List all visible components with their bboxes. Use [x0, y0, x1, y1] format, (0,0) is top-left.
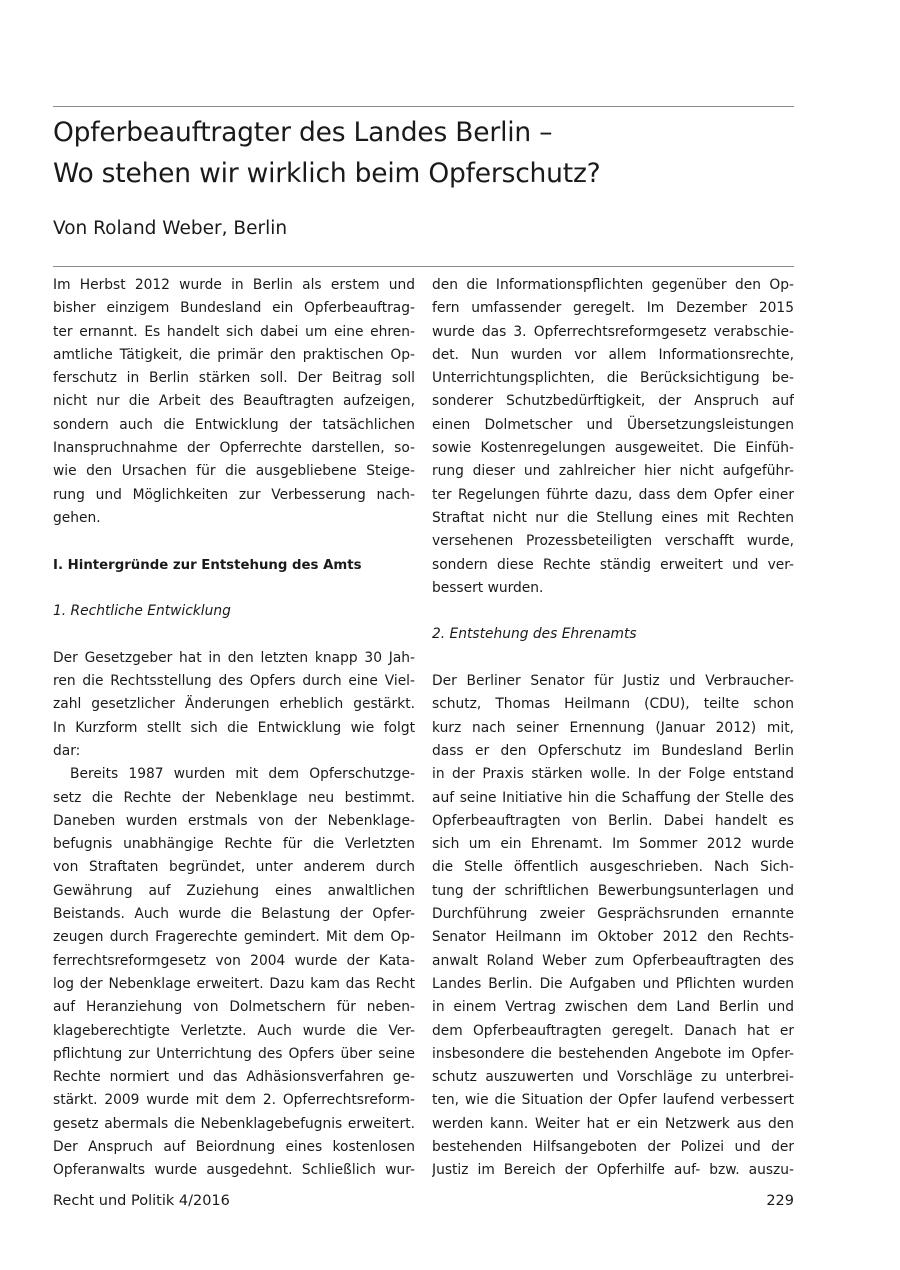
page-number: 229 — [766, 1193, 794, 1209]
text-line: Daneben wurden erstmals von der Nebenklage- — [53, 812, 415, 829]
text-line: det. Nun wurden vor allem Informationsrechte, — [432, 346, 794, 363]
text-line: den die Informationspflichten gegenüber den Op- — [432, 277, 794, 293]
text-line: bisher einzigem Bundesland ein Opferbeauftrag- — [53, 300, 415, 317]
top-rule — [53, 106, 794, 107]
text-line: Der Berliner Senator für Justiz und Verbraucher- — [432, 673, 794, 690]
text-line: in der Praxis stärken wolle. In der Folge entstand — [432, 766, 794, 783]
text-line: ren die Rechtsstellung des Opfers durch eine Viel- — [53, 673, 415, 690]
text-line: werden kann. Weiter hat er ein Netzwerk aus den — [432, 1115, 794, 1132]
text-line: versehenen Prozessbeteiligten verschafft wurde, — [432, 533, 794, 550]
text-line: gehen. — [53, 509, 101, 526]
text-line: zeugen durch Fragerechte gemindert. Mit dem Op- — [53, 929, 415, 946]
text-line: tung der schriftlichen Bewerbungsunterlagen und — [432, 882, 794, 899]
left-column — [53, 274, 415, 1183]
text-line: fern umfassender geregelt. Im Dezember 2015 — [432, 300, 794, 317]
text-line: anwalt Roland Weber zum Opferbeauftragten des — [432, 952, 794, 969]
article-title — [53, 112, 794, 194]
title-line: Opferbeauftragter des Landes Berlin – — [53, 117, 553, 148]
paragraph — [53, 647, 415, 763]
text-line: Durchführung zweier Gesprächsrunden ernannte — [432, 906, 794, 923]
text-line: Senator Heilmann im Oktober 2012 den Rechts- — [432, 929, 794, 946]
text-line: Der Gesetzgeber hat in den letzten knapp 30 Jah- — [53, 649, 415, 666]
text-line: sowie Kostenregelungen ausgeweitet. Die Einfüh- — [432, 440, 794, 457]
text-line: in einem Vertrag zwischen dem Land Berlin und — [432, 999, 794, 1016]
text-line: auf seine Initiative hin die Schaffung der Stelle des — [432, 789, 794, 806]
text-line: zahl gesetzlicher Änderungen erheblich gestärkt. — [53, 696, 415, 713]
text-line: sondern diese Rechte ständig erweitert und ver- — [432, 556, 794, 573]
text-line: nicht nur die Arbeit des Beauftragten aufzeigen, — [53, 393, 415, 410]
journal-footer: Recht und Politik 4/2016 — [53, 1193, 230, 1209]
text-line: Im Herbst 2012 wurde in Berlin als erstem und — [53, 277, 415, 293]
text-line: Gewährung auf Zuziehung eines anwaltlichen — [53, 882, 415, 899]
text-line: ferschutz in Berlin stärken soll. Der Beitrag soll — [53, 370, 415, 387]
text-line: bestehenden Hilfsangeboten der Polizei und der — [432, 1138, 794, 1155]
text-line: Justiz im Bereich der Opferhilfe auf- bzw. auszu- — [432, 1162, 794, 1179]
text-line: dar: — [53, 742, 81, 759]
section-heading: I. Hintergründe zur Entstehung des Amts — [53, 557, 362, 573]
text-line: Opferbeauftragten von Berlin. Dabei handelt es — [432, 812, 794, 829]
text-line: sich um ein Ehrenamt. Im Sommer 2012 wurde — [432, 836, 794, 853]
text-line: Rechte normiert und das Adhäsionsverfahren ge- — [53, 1069, 415, 1086]
text-line: wurde das 3. Opferrechtsreformgesetz verabschie- — [432, 323, 794, 340]
text-line: Landes Berlin. Die Aufgaben und Pflichten wurden — [432, 975, 794, 992]
paragraph — [432, 670, 794, 1183]
text-line: befugnis unabhängige Rechte für die Verletzten — [53, 836, 415, 853]
text-line: Inanspruchnahme der Opferrechte darstellen, so- — [53, 440, 415, 457]
text-line: schutz, Thomas Heilmann (CDU), teilte schon — [432, 696, 794, 713]
subsection-heading: 2. Entstehung des Ehrenamts — [432, 626, 637, 643]
header-rule — [53, 266, 794, 267]
text-line: rung und Möglichkeiten zur Verbesserung nach- — [53, 486, 415, 503]
text-line: rung dieser und zahlreicher hier nicht aufgeführ- — [432, 463, 794, 480]
subsection-heading: 1. Rechtliche Entwicklung — [53, 603, 231, 620]
text-line: sondern auch die Entwicklung der tatsächlichen — [53, 416, 415, 433]
paragraph — [432, 274, 794, 600]
text-line: ter ernannt. Es handelt sich dabei um eine ehren- — [53, 323, 415, 340]
text-line: In Kurzform stellt sich die Entwicklung wie folgt — [53, 719, 415, 736]
text-line: ter Regelungen führte dazu, dass dem Opfer einer — [432, 486, 794, 503]
text-line: schutz auszuwerten und Vorschläge zu unterbrei- — [432, 1069, 794, 1086]
text-line: gesetz abermals die Nebenklagebefugnis erweitert. — [53, 1115, 415, 1132]
text-line: Der Anspruch auf Beiordnung eines kostenlosen — [53, 1138, 415, 1155]
text-line: setz die Rechte der Nebenklage neu bestimmt. — [53, 789, 415, 806]
text-line: amtliche Tätigkeit, die primär den praktischen Op- — [53, 346, 415, 363]
paragraph — [53, 763, 415, 1182]
abstract — [53, 274, 415, 530]
text-line: wie den Ursachen für die ausgebliebene Steige- — [53, 463, 415, 480]
author-byline: Von Roland Weber, Berlin — [53, 218, 288, 239]
text-line: auf Heranziehung von Dolmetschern für neben- — [53, 999, 415, 1016]
text-line: ten, wie die Situation der Opfer laufend verbessert — [432, 1092, 794, 1109]
text-line: Unterrichtungsplichten, die Berücksichtigung be- — [432, 370, 794, 387]
text-line: stärkt. 2009 wurde mit dem 2. Opferrechtsreform- — [53, 1092, 415, 1109]
text-line: Straftat nicht nur die Stellung eines mit Rechten — [432, 509, 794, 526]
text-line: bessert wurden. — [432, 579, 544, 596]
text-line: pflichtung zur Unterrichtung des Opfers über seine — [53, 1045, 415, 1062]
text-line: Bereits 1987 wurden mit dem Opferschutzge- — [70, 766, 415, 783]
text-line: kurz nach seiner Ernennung (Januar 2012) mit, — [432, 719, 794, 736]
text-line: die Stelle öffentlich ausgeschrieben. Nach Sich- — [432, 859, 794, 876]
text-line: dass er den Opferschutz im Bundesland Berlin — [432, 742, 794, 759]
title-line: Wo stehen wir wirklich beim Opferschutz? — [53, 158, 601, 189]
text-line: ferrechtsreformgesetz von 2004 wurde der Kata- — [53, 952, 415, 969]
text-line: insbesondere die bestehenden Angebote im Opfer- — [432, 1045, 794, 1062]
text-line: Opferanwalts wurde ausgedehnt. Schließlich wur- — [53, 1162, 415, 1179]
text-line: von Straftaten begründet, unter anderem durch — [53, 859, 415, 876]
text-line: sonderer Schutzbedürftigkeit, der Anspruch auf — [432, 393, 794, 410]
text-line: Beistands. Auch wurde die Belastung der Opfer- — [53, 906, 415, 923]
right-column — [432, 274, 794, 1183]
text-line: log der Nebenklage erweitert. Dazu kam das Recht — [53, 975, 415, 992]
text-line: dem Opferbeauftragten geregelt. Danach hat er — [432, 1022, 794, 1039]
text-line: klageberechtigte Verletzte. Auch wurde die Ver- — [53, 1022, 415, 1039]
text-line: einen Dolmetscher und Übersetzungsleistungen — [432, 416, 794, 433]
